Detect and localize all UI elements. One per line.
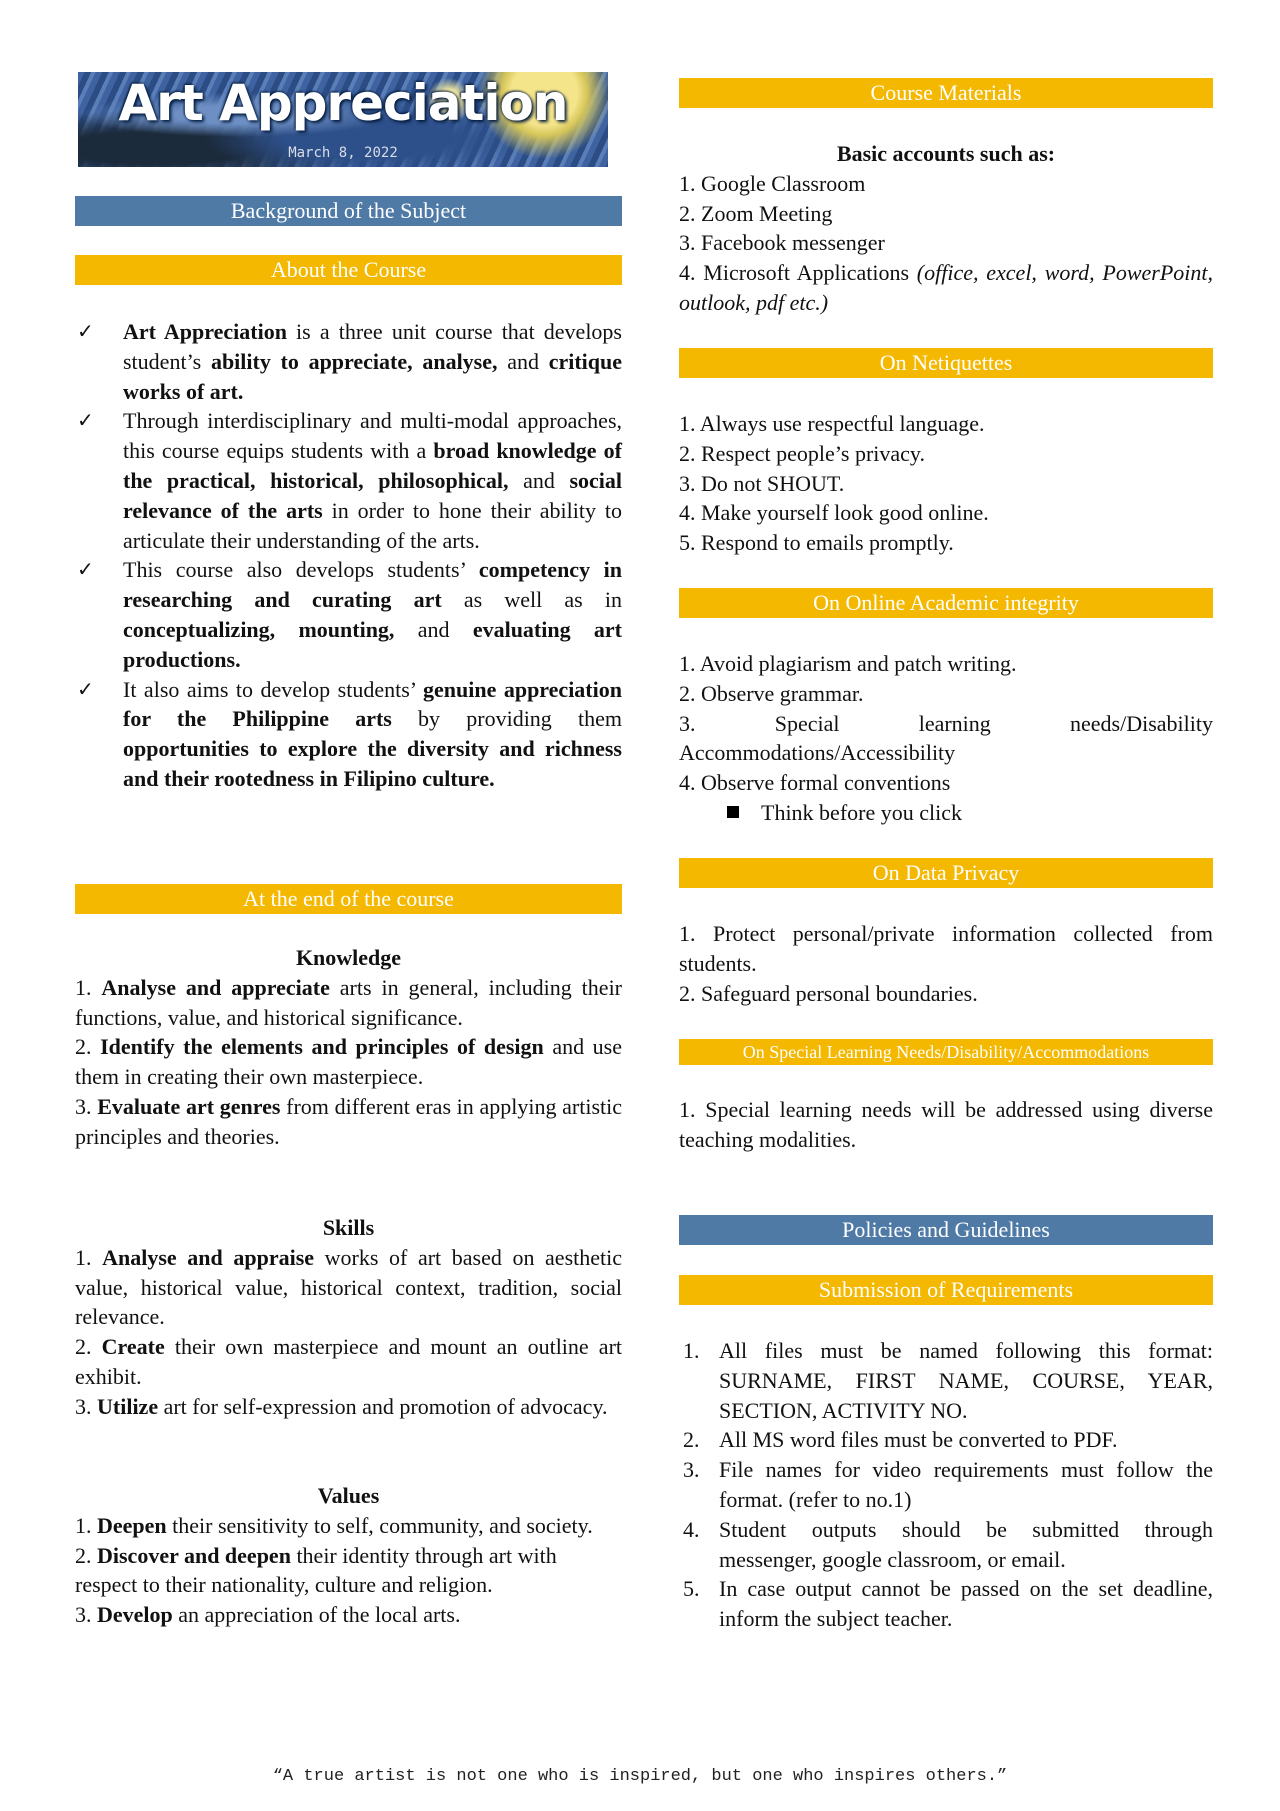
bold-text: Deepen [97,1512,167,1538]
bold-text: Identify the elements and principles of design [100,1034,544,1060]
bold-text: social relevance of the arts [123,467,622,523]
materials-item [679,258,1213,318]
item-number: 4. [683,1516,700,1542]
bold-text: broad knowledge of the practical, historical, philosophical, [123,438,622,493]
checkmark-icon: ✓ [77,408,94,433]
bold-text: ability to appreciate, analyse, [210,348,498,374]
text-run: 3. [75,1602,97,1628]
item-number: 3. [683,1457,700,1483]
integrity-subitem-text: Think before you click [761,799,962,825]
item-text: File names for video requirements must follow the format. (refer to no.1) [719,1457,1213,1512]
text-run: 2. [75,1034,101,1060]
netiquette-item: 2. Respect people’s privacy. [679,440,925,466]
text-run: 1. [75,1512,97,1538]
section-bar-policies: Policies and Guidelines [679,1215,1213,1245]
item-text: All files must be named following this format: SURNAME, FIRST NAME, COURSE, YEAR, SECTION, ACTIVITY NO. [719,1338,1213,1423]
text-run: 4. Microsoft Applications [679,260,917,286]
text-run: and use them in creating their own masterpiece. [75,1034,622,1090]
section-bar-end-of-course: At the end of the course [75,884,622,914]
netiquette-item: 5. Respond to emails promptly. [679,530,954,556]
netiquette-item: 1. Always use respectful language. [679,411,985,436]
bold-text: Analyse and appreciate [101,974,330,1000]
knowledge-item [75,1032,622,1092]
italic-text: (office, excel, word, PowerPoint, outlook, pdf etc.) [679,260,1213,315]
values-item [75,1511,622,1541]
integrity-item: 4. Observe formal conventions [679,770,951,796]
skills-title: Skills [322,1215,375,1240]
values-section [75,1481,622,1630]
submission-item [679,1455,1213,1515]
privacy-list [679,919,1213,1008]
section-bar-about: About the Course [75,255,622,285]
item-text: In case output cannot be passed on the set deadline, inform the subject teacher. [719,1576,1213,1632]
privacy-item: 1. Protect personal/private information collected from students. [679,921,1213,976]
bold-text: Discover and deepen [97,1542,291,1568]
item-number: 2. [683,1427,700,1453]
section-bar-special-needs: On Special Learning Needs/Disability/Accommodations [679,1039,1213,1065]
item-text: Student outputs should be submitted through messenger, google classroom, or email. [719,1516,1213,1572]
item-text: All MS word files must be converted to PDF. [719,1427,1118,1453]
skills-item [75,1392,622,1422]
special-list [679,1095,1213,1155]
text-run: and [394,616,473,642]
materials-item [679,169,1213,199]
materials-section [679,139,1213,318]
text-run: 2. Zoom Meeting [679,200,833,226]
netiquette-item: 3. Do not SHOUT. [679,470,845,496]
values-title: Values [317,1483,380,1508]
about-item [75,317,622,406]
skills-section [75,1213,622,1422]
knowledge-item [75,1092,622,1152]
section-bar-data-privacy: On Data Privacy [679,858,1213,888]
bold-text: Create [101,1334,165,1360]
text-run: 3. [75,1393,97,1419]
checkmark-icon: ✓ [77,676,94,701]
knowledge-item [75,973,622,1033]
text-run: 2. [75,1334,102,1360]
text-run: their sensitivity to self, community, and society. [166,1512,593,1538]
section-bar-materials: Course Materials [679,78,1213,108]
about-list [75,317,622,794]
bold-text: Art Appreciation [123,319,287,344]
text-run: from different eras in applying artistic principles and theories. [75,1093,623,1149]
privacy-item: 2. Safeguard personal boundaries. [679,980,978,1006]
item-number: 1. [683,1338,700,1363]
footer-quote: “A true artist is not one who is inspired, but one who inspires others.” [272,1767,1008,1786]
checkmark-icon: ✓ [77,319,94,343]
checkmark-icon: ✓ [77,557,94,582]
netiquette-list [679,409,1213,558]
netiquette-item: 4. Make yourself look good online. [679,500,989,526]
skills-item [75,1243,622,1332]
text-run: This course also develops students’ [123,557,479,583]
banner-image [78,72,608,167]
bold-text: Evaluate art genres [97,1093,281,1119]
text-run: and [508,467,570,493]
submission-item [679,1515,1213,1575]
about-item [75,675,622,794]
submission-item [679,1574,1213,1634]
integrity-subitem [679,798,1213,828]
knowledge-title: Knowledge [295,945,402,970]
text-run: and [497,348,549,374]
item-number: 5. [683,1576,700,1602]
text-run: their identity through art with respect to their nationality, culture and religion. [75,1542,557,1598]
integrity-list [679,649,1213,828]
text-run: an appreciation of the local arts. [172,1602,461,1628]
text-run: It also aims to develop students’ [123,676,423,702]
materials-item [679,199,1213,229]
bold-text: conceptualizing, mounting, [123,616,395,642]
values-item [75,1541,622,1601]
text-run: 2. [75,1542,97,1568]
special-item: 1. Special learning needs will be addressed using diverse teaching modalities. [679,1097,1213,1152]
about-item [75,406,622,555]
text-run: 3. [75,1093,98,1119]
text-run: as well as in [441,587,622,613]
text-run: 1. Google Classroom [679,170,866,196]
square-bullet-icon [727,806,739,818]
text-run: in order to hone their ability to articulate their understanding of the arts. [123,497,622,553]
bold-text: genuine appreciation for the Philippine arts [123,676,622,732]
text-run: works of art based on aesthetic value, historical value, historical context, tradition, social relevance. [75,1244,622,1330]
skills-item [75,1332,622,1392]
section-bar-submission: Submission of Requirements [679,1275,1213,1305]
section-bar-background: Background of the Subject [75,196,622,226]
bold-text: Analyse and appraise [102,1244,315,1270]
bold-text: opportunities to explore the diversity and richness and their rootedness in Filipino culture. [123,736,622,791]
materials-item [679,228,1213,258]
text-run: 1. [75,1244,103,1270]
text-run: 3. Facebook messenger [679,230,885,256]
submission-item [679,1336,1213,1425]
integrity-item: 1. Avoid plagiarism and patch writing. [679,651,1017,676]
knowledge-section [75,943,622,1152]
text-run: 1. [75,974,102,1000]
section-bar-netiquette: On Netiquettes [679,348,1213,378]
text-run: arts in general, including their functions, value, and historical significance. [75,974,623,1030]
bold-text: critique works of art. [123,348,623,404]
banner-title: Art Appreciation [118,74,568,132]
bold-text: evaluating art productions. [123,616,622,672]
integrity-item: 3. Special learning needs/Disability Accommodations/Accessibility [679,710,1213,766]
integrity-item: 2. Observe grammar. [679,680,864,706]
banner-date: March 8, 2022 [288,145,398,161]
text-run: is a three unit course that develops student’s [123,319,622,374]
bold-text: competency in researching and curating art [123,557,623,613]
submission-item [679,1425,1213,1455]
submission-list [679,1336,1213,1634]
values-item [75,1600,622,1630]
text-run: art for self-expression and promotion of advocacy. [158,1393,608,1419]
section-bar-integrity: On Online Academic integrity [679,588,1213,618]
materials-title: Basic accounts such as: [836,141,1056,166]
text-run: their own masterpiece and mount an outline art exhibit. [75,1334,623,1389]
bold-text: Develop [97,1602,173,1628]
text-run: Through interdisciplinary and multi-modal approaches, this course equips students with a [123,408,622,464]
about-item [75,555,622,674]
text-run: by providing them [391,706,622,732]
bold-text: Utilize [97,1393,159,1419]
